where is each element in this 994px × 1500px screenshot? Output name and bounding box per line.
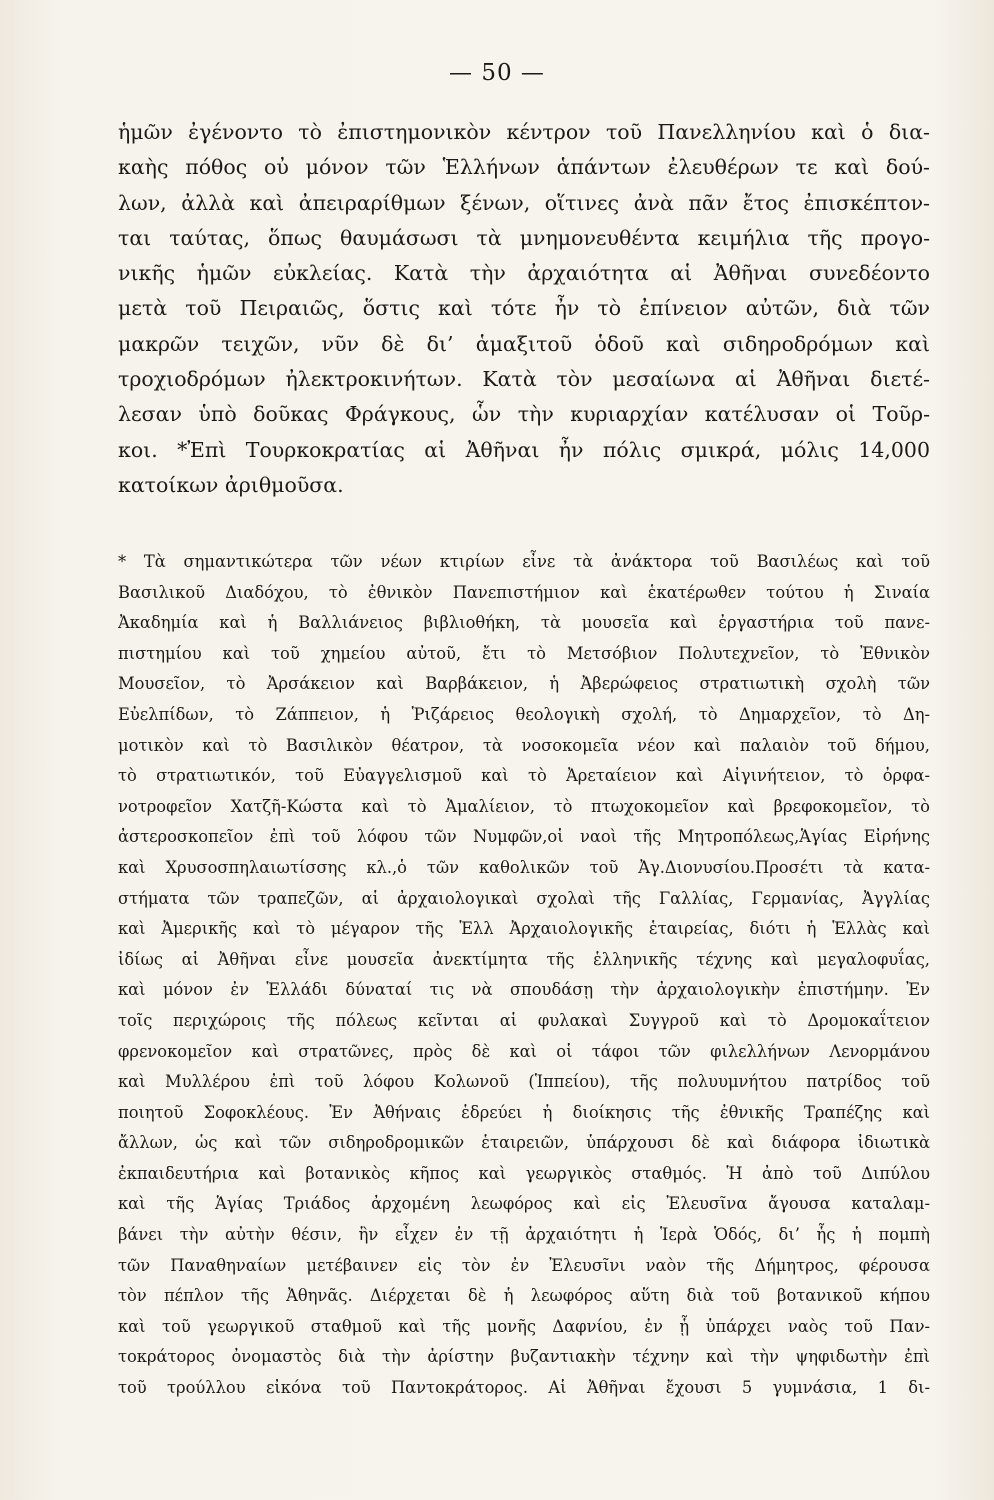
footnote-line: ἀστεροσκοπεῖον ἐπὶ τοῦ λόφου τῶν Νυμφῶν,οἱ ναοὶ τῆς Μητροπόλεως,Ἁγίας Εἰρήνης	[118, 827, 930, 847]
footnote-line: καὶ Ἀμερικῆς καὶ τὸ μέγαρον τῆς Ἑλλ Ἀρχαιολογικῆς ἑταιρείας, διότι ἡ Ἑλλὰς καὶ	[118, 919, 930, 939]
main-text-line: ἡμῶν ἐγένοντο τὸ ἐπιστημονικὸν κέντρον τοῦ Πανελληνίου καὶ ὁ δια-	[118, 120, 930, 144]
footnote-line: * Τὰ σημαντικώτερα τῶν νέων κτιρίων εἶνε τὰ ἀνάκτορα τοῦ Βασιλέως καὶ τοῦ	[118, 552, 930, 571]
footnote-line: Εὐελπίδων, τὸ Ζάππειον, ἡ Ῥιζάρειος θεολογικὴ σχολή, τὸ Δημαρχεῖον, τὸ Δη-	[118, 704, 930, 724]
footnote-line: καὶ τοῦ γεωργικοῦ σταθμοῦ καὶ τῆς μονῆς Δαφνίου, ἐν ᾗ ὑπάρχει ναὸς τοῦ Παν-	[118, 1316, 930, 1336]
footnote-line: καὶ Μυλλέρου ἐπὶ τοῦ λόφου Κολωνοῦ (Ἱππείου), τῆς πολυυμνήτου πατρίδος τοῦ	[118, 1072, 930, 1092]
footnote-line: ἄλλων, ὡς καὶ τῶν σιδηροδρομικῶν ἑταιρειῶν, ὑπάρχουσι δὲ καὶ διάφορα ἰδιωτικὰ	[118, 1133, 930, 1153]
footnote-line: τοκράτορος ὀνομαστὸς διὰ τὴν ἀρίστην βυζαντιακὴν τέχνην καὶ τὴν ψηφιδωτὴν ἐπὶ	[118, 1347, 930, 1367]
footnote-line: φρενοκομεῖον καὶ στρατῶνες, πρὸς δὲ καὶ οἱ τάφοι τῶν φιλελλήνων Λενορμάνου	[118, 1041, 930, 1061]
footnote-line: τὸ στρατιωτικόν, τοῦ Εὐαγγελισμοῦ καὶ τὸ Ἀρεταίειον καὶ Αἰγινήτειον, τὸ ὀρφα-	[118, 766, 930, 786]
footnote-line: Ἀκαδημία καὶ ἡ Βαλλιάνειος βιβλιοθήκη, τὰ μουσεῖα καὶ ἐργαστήρια τοῦ πανε-	[118, 613, 930, 633]
footnote-line: τοῖς περιχώροις τῆς πόλεως κεῖνται αἱ φυλακαὶ Συγγροῦ καὶ τὸ Δρομοκαΐτειον	[118, 1010, 930, 1030]
main-text-line: νικῆς ἡμῶν εὐκλείας. Κατὰ τὴν ἀρχαιότητα αἱ Ἀθῆναι συνεδέοντο	[118, 261, 930, 286]
footnote-line: πιστημίου καὶ τοῦ χημείου αὐτοῦ, ἔτι τὸ Μετσόβιον Πολυτεχνεῖον, τὸ Ἐθνικὸν	[118, 643, 930, 663]
footnote-line: Μουσεῖον, τὸ Ἀρσάκειον καὶ Βαρβάκειον, ἡ Ἀβερώφειος στρατιωτικὴ σχολὴ τῶν	[118, 674, 930, 694]
footnote-line: καὶ Χρυσοσπηλαιωτίσσης κλ.,ὁ τῶν καθολικῶν τοῦ Ἀγ.Διονυσίου.Προσέτι τὰ κατα-	[118, 857, 930, 877]
footnote-line: βάνει τὴν αὐτὴν θέσιν, ἣν εἶχεν ἐν τῇ ἀρχαιότητι ἡ Ἱερὰ Ὁδός, δι’ ἧς ἡ πομπὴ	[118, 1225, 930, 1245]
main-text	[118, 115, 930, 503]
main-text-line: μετὰ τοῦ Πειραιῶς, ὅστις καὶ τότε ἦν τὸ ἐπίνειον αὐτῶν, διὰ τῶν	[118, 296, 930, 321]
main-text-line: ται ταύτας, ὅπως θαυμάσωσι τὰ μνημονευθέντα κειμήλια τῆς προγο-	[118, 225, 930, 250]
main-text-line: λων, ἀλλὰ καὶ ἀπειραρίθμων ξένων, οἵτινες ἀνὰ πᾶν ἔτος ἐπισκέπτον-	[118, 190, 930, 215]
main-text-line: κατοίκων ἀριθμοῦσα.	[118, 472, 344, 497]
main-text-line: τροχιοδρόμων ἠλεκτροκινήτων. Κατὰ τὸν μεσαίωνα αἱ Ἀθῆναι διετέ-	[118, 367, 930, 392]
footnote-line: ἐκπαιδευτήρια καὶ βοτανικὸς κῆπος καὶ γεωργικὸς σταθμός. Ἡ ἀπὸ τοῦ Διπύλου	[118, 1163, 930, 1183]
footnote-line: καὶ μόνον ἐν Ἑλλάδι δύναταί τις νὰ σπουδάσῃ τὴν ἀρχαιολογικὴν ἐπιστήμην. Ἐν	[118, 980, 930, 1000]
main-text-line: λεσαν ὑπὸ δοῦκας Φράγκους, ὧν τὴν κυριαρχίαν κατέλυσαν οἱ Τοῦρ-	[118, 402, 930, 427]
footnote-line: ἰδίως αἱ Ἀθῆναι εἶνε μουσεῖα ἀνεκτίμητα τῆς ἑλληνικῆς τέχνης καὶ μεγαλοφυΐας,	[118, 949, 930, 969]
footnote-line: τοῦ τρούλλου εἰκόνα τοῦ Παντοκράτορος. Αἱ Ἀθῆναι ἔχουσι 5 γυμνάσια, 1 δι-	[118, 1378, 930, 1398]
footnote-line: τὸν πέπλον τῆς Ἀθηνᾶς. Διέρχεται δὲ ἡ λεωφόρος αὕτη διὰ τοῦ βοτανικοῦ κήπου	[118, 1286, 930, 1306]
footnote-line: μοτικὸν καὶ τὸ Βασιλικὸν θέατρον, τὰ νοσοκομεῖα νέον καὶ παλαιὸν τοῦ δήμου,	[118, 735, 930, 755]
page-number: — 50 —	[449, 60, 545, 86]
main-text-line: μακρῶν τειχῶν, νῦν δὲ δι’ ἁμαξιτοῦ ὁδοῦ καὶ σιδηροδρόμων καὶ	[118, 331, 930, 356]
footnote-line: ποιητοῦ Σοφοκλέους. Ἐν Ἀθήναις ἑδρεύει ἡ διοίκησις τῆς ἐθνικῆς Τραπέζης καὶ	[118, 1102, 930, 1122]
main-text-line: καὴς πόθος οὐ μόνον τῶν Ἑλλήνων ἁπάντων ἐλευθέρων τε καὶ δού-	[118, 155, 930, 180]
footnote-line: στήματα τῶν τραπεζῶν, αἱ ἀρχαιολογικαὶ σχολαὶ τῆς Γαλλίας, Γερμανίας, Ἀγγλίας	[118, 888, 930, 908]
footnote-text	[118, 547, 930, 1404]
footnote-line: νοτροφεῖον Χατζῆ-Κώστα καὶ τὸ Ἀμαλίειον, τὸ πτωχοκομεῖον καὶ βρεφοκομεῖον, τὸ	[118, 796, 930, 816]
main-text-line: κοι. *Ἐπὶ Τουρκοκρατίας αἱ Ἀθῆναι ἦν πόλις σμικρά, μόλις 14,000	[118, 437, 930, 462]
footnote-line: τῶν Παναθηναίων μετέβαινεν εἰς τὸν ἐν Ἐλευσῖνι ναὸν τῆς Δήμητρος, φέρουσα	[118, 1255, 930, 1275]
footnote-line: Βασιλικοῦ Διαδόχου, τὸ ἐθνικὸν Πανεπιστήμιον καὶ ἑκατέρωθεν τούτου ἡ Σιναία	[118, 582, 930, 602]
footnote-line: καὶ τῆς Ἁγίας Τριάδος ἀρχομένη λεωφόρος καὶ εἰς Ἐλευσῖνα ἄγουσα καταλαμ-	[118, 1194, 930, 1214]
